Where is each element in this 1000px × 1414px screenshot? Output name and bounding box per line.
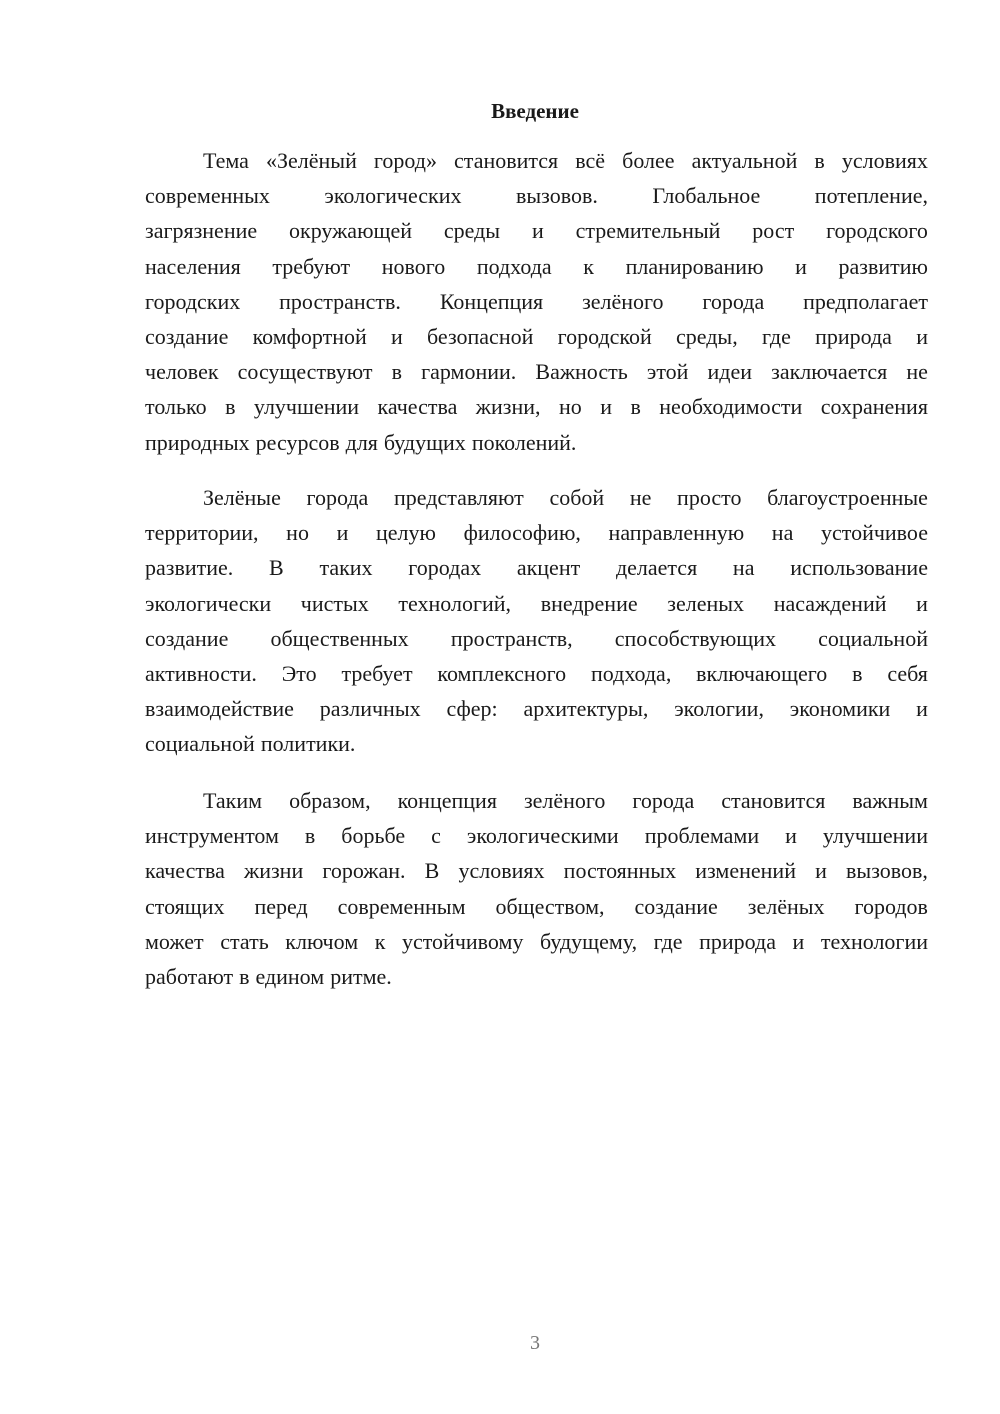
text-line: создание общественных пространств, способствующих социальной bbox=[145, 625, 928, 651]
text-line: человек сосуществуют в гармонии. Важность этой идеи заключается не bbox=[145, 359, 928, 385]
text-line: инструментом в борьбе с экологическими проблемами и улучшении bbox=[145, 823, 928, 849]
text-line: Зелёные города представляют собой не просто благоустроенные bbox=[203, 485, 928, 510]
text-line: только в улучшении качества жизни, но и в необходимости сохранения bbox=[145, 394, 928, 420]
text-line: территории, но и целую философию, направленную на устойчивое bbox=[145, 520, 928, 546]
text-line: экологически чистых технологий, внедрение зеленых насаждений и bbox=[145, 590, 928, 616]
paragraph-introduction-1 bbox=[145, 143, 928, 460]
text-line: взаимодействие различных сфер: архитектуры, экологии, экономики и bbox=[145, 696, 928, 722]
paragraph-introduction-3 bbox=[145, 783, 928, 994]
text-line: Таким образом, концепция зелёного города становится важным bbox=[203, 788, 928, 813]
page-number: 3 bbox=[530, 1332, 540, 1354]
text-line: качества жизни горожан. В условиях постоянных изменений и вызовов, bbox=[145, 858, 928, 884]
text-line: населения требуют нового подхода к планированию и развитию bbox=[145, 253, 928, 279]
text-line: природных ресурсов для будущих поколений. bbox=[145, 429, 577, 455]
text-line: может стать ключом к устойчивому будущему, где природа и технологии bbox=[145, 928, 928, 954]
text-line: развитие. В таких городах акцент делается на использование bbox=[145, 555, 928, 581]
text-line: современных экологических вызовов. Глобальное потепление, bbox=[145, 183, 928, 209]
section-title: Введение bbox=[491, 99, 579, 123]
text-line: работают в едином ритме. bbox=[145, 963, 392, 989]
paragraph-introduction-2 bbox=[145, 480, 928, 762]
text-line: городских пространств. Концепция зелёного города предполагает bbox=[145, 288, 928, 314]
text-line: загрязнение окружающей среды и стремительный рост городского bbox=[145, 218, 928, 244]
text-line: стоящих перед современным обществом, создание зелёных городов bbox=[145, 893, 928, 919]
text-line: создание комфортной и безопасной городской среды, где природа и bbox=[145, 323, 928, 349]
text-line: социальной политики. bbox=[145, 731, 356, 757]
text-line: активности. Это требует комплексного подхода, включающего в себя bbox=[145, 660, 928, 686]
text-line: Тема «Зелёный город» становится всё более актуальной в условиях bbox=[203, 148, 928, 173]
